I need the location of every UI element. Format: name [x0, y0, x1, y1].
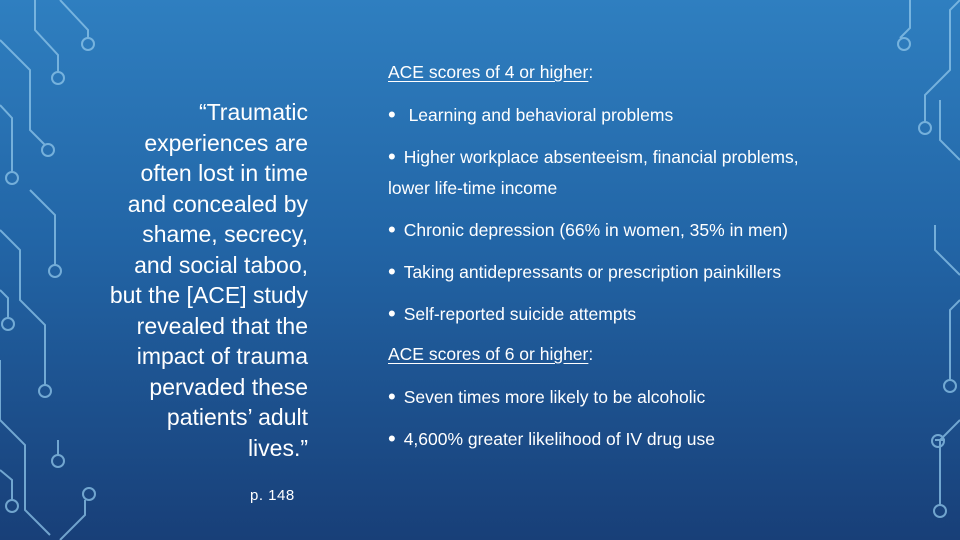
bullet-item: • Self-reported suicide attempts [388, 301, 637, 326]
section-heading-6-plus: ACE scores of 6 or higher: [388, 344, 594, 364]
bullet-item: • Seven times more likely to be alcoholic [388, 384, 706, 409]
bullet-item: • Taking antidepressants or prescription painkillers [388, 259, 782, 284]
page-reference: p. 148 [250, 487, 295, 504]
bullet-item: • Learning and behavioral problems [388, 102, 674, 127]
quote-text: “Traumatic experiences are often lost in time and concealed by shame, secrecy, and social taboo, but the [ACE] study revealed that the impact of trauma pervaded these patients’ adult lives.” [109, 99, 308, 461]
bullet-item: • 4,600% greater likelihood of IV drug use [388, 426, 716, 451]
bullet-item: • Chronic depression (66% in women, 35% in men) [388, 217, 788, 242]
section-heading-4-plus: ACE scores of 4 or higher: [388, 62, 594, 82]
bullet-item: • Higher workplace absenteeism, financial problems, [388, 144, 799, 169]
bullet-continuation: lower life-time income [388, 178, 558, 198]
